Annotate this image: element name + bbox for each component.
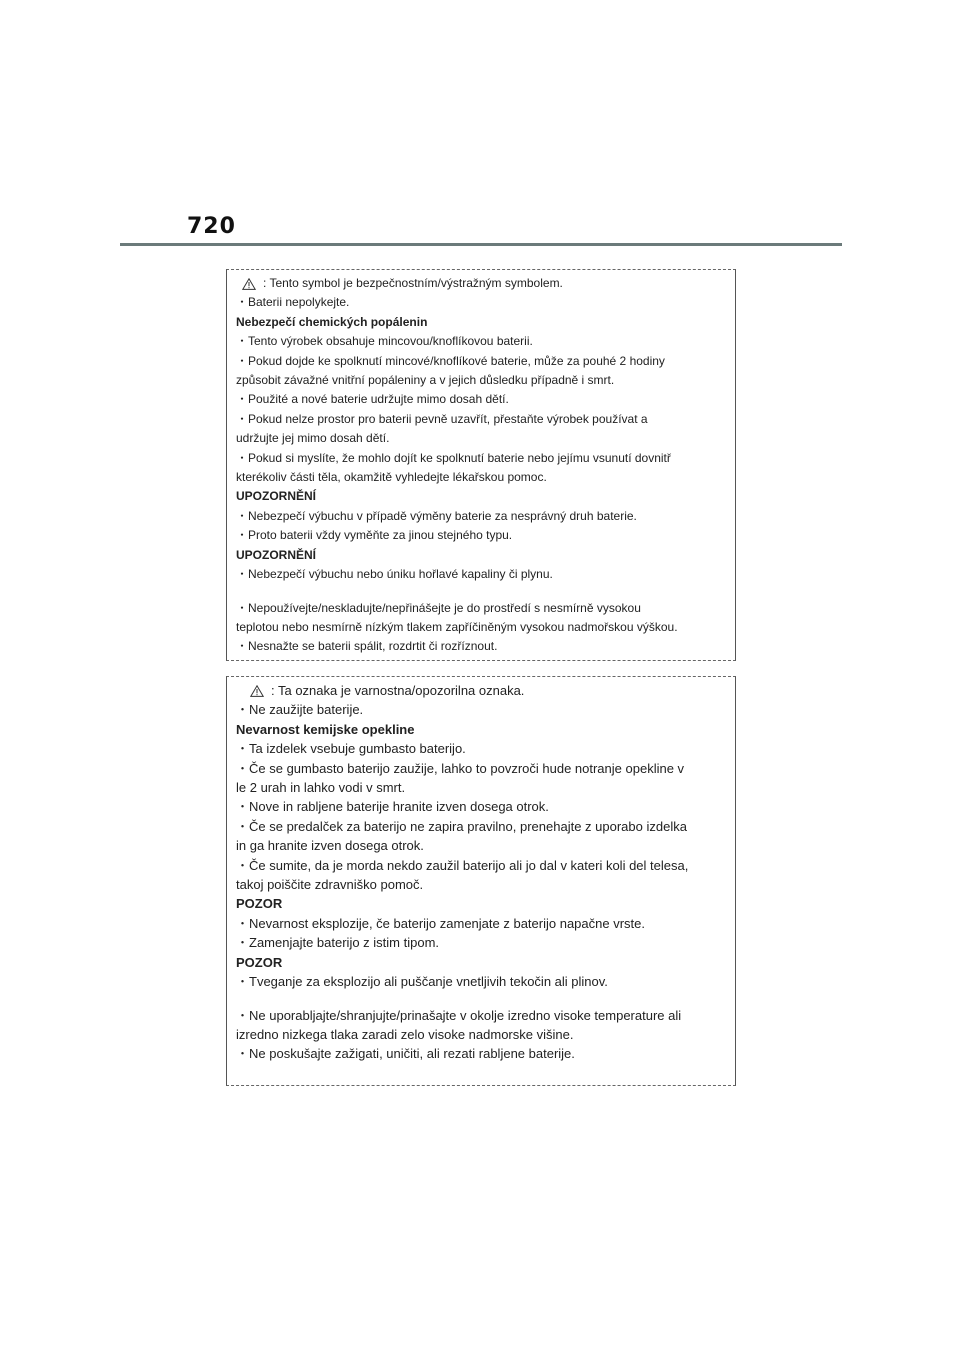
czech-symbol-note: : Tento symbol je bezpečnostním/výstražným symbolem. — [263, 276, 563, 290]
slovene-line: izredno nizkega tlaka zaradi zelo visoke nadmorske višine. — [236, 1026, 574, 1042]
slovene-line: ・Tveganje za eksplozijo ali puščanje vnetljivih tekočin ali plinov. — [236, 974, 608, 990]
slovene-line: le 2 urah in lahko vodi v smrt. — [236, 780, 406, 796]
czech-line: ・Pokud dojde ke spolknutí mincové/knoflíkové baterie, může za pouhé 2 hodiny — [236, 353, 665, 368]
slovene-symbol-line — [236, 681, 735, 700]
czech-symbol-line — [236, 274, 735, 293]
czech-line: ・Proto baterii vždy vyměňte za jinou stejného typu. — [236, 528, 513, 543]
czech-line: ・Pokud nelze prostor pro baterii pevně uzavřít, přestaňte výrobek používat a — [236, 411, 648, 426]
slovene-warning-panel — [226, 676, 736, 1086]
slovene-line: ・Če sumite, da je morda nekdo zaužil baterijo ali jo dal v kateri koli del telesa, — [236, 857, 689, 873]
slovene-line: ・Ne uporabljajte/shranjujte/prinašajte v okolje izredno visoke temperature ali — [236, 1007, 682, 1023]
czech-line: ・Nebezpečí výbuchu nebo úniku hořlavé kapaliny či plynu. — [236, 567, 553, 582]
czech-line: ・Nesnažte se baterii spálit, rozdrtit či rozříznout. — [236, 639, 498, 654]
slovene-symbol-note: : Ta oznaka je varnostna/opozorilna oznaka. — [271, 683, 525, 698]
czech-line: udržujte jej mimo dosah dětí. — [236, 431, 390, 446]
slovene-heading: Nevarnost kemijske opekline — [236, 721, 415, 737]
czech-line: ・Baterii nepolykejte. — [236, 295, 350, 310]
slovene-line: takoj poiščite zdravniško pomoč. — [236, 877, 424, 893]
slovene-line: in ga hranite izven dosega otrok. — [236, 838, 424, 854]
czech-warning-panel — [226, 269, 736, 661]
slovene-line: ・Nove in rabljene baterije hranite izven dosega otrok. — [236, 799, 549, 815]
czech-line: způsobit závažné vnitřní popáleniny a v jejich důsledku případně i smrt. — [236, 373, 615, 388]
czech-heading: UPOZORNĚNÍ — [236, 489, 317, 504]
czech-line: ・Nebezpečí výbuchu v případě výměny baterie za nesprávný druh baterie. — [236, 508, 637, 523]
header-divider — [120, 243, 842, 246]
slovene-line: ・Če se gumbasto baterijo zaužije, lahko to povzroči hude notranje opekline v — [236, 760, 685, 776]
slovene-line: ・Nevarnost eksplozije, če baterijo zamenjate z baterijo napačne vrste. — [236, 915, 645, 931]
slovene-heading: POZOR — [236, 896, 283, 912]
slovene-line: ・Zamenjajte baterijo z istim tipom. — [236, 935, 440, 951]
czech-line: ・Použité a nové baterie udržujte mimo dosah dětí. — [236, 392, 509, 407]
spacer — [236, 992, 735, 1006]
czech-line: ・Tento výrobek obsahuje mincovou/knoflíkovou baterii. — [236, 334, 533, 349]
warning-triangle-icon — [250, 685, 264, 697]
slovene-heading: POZOR — [236, 954, 283, 970]
czech-line: ・Nepoužívejte/neskladujte/nepřinášejte je do prostředí s nesmírně vysokou — [236, 600, 641, 615]
czech-line: kterékoliv části těla, okamžitě vyhledejte lékařskou pomoc. — [236, 470, 547, 485]
warning-triangle-icon — [242, 278, 256, 290]
czech-heading: Nebezpečí chemických popálenin — [236, 314, 428, 329]
czech-line: teplotou nebo nesmírně nízkým tlakem zapříčiněným vysokou nadmořskou výškou. — [236, 619, 678, 634]
czech-line: ・Pokud si myslíte, že mohlo dojít ke spolknutí baterie nebo jejímu vsunutí dovnitř — [236, 450, 671, 465]
slovene-line: ・Če se predalček za baterijo ne zapira pravilno, prenehajte z uporabo izdelka — [236, 818, 687, 834]
spacer — [236, 585, 735, 599]
slovene-line: ・Ta izdelek vsebuje gumbasto baterijo. — [236, 741, 466, 757]
czech-heading: UPOZORNĚNÍ — [236, 547, 317, 562]
slovene-line: ・Ne zaužijte baterije. — [236, 702, 364, 718]
page-number: 720 — [187, 214, 236, 239]
slovene-line: ・Ne poskušajte zažigati, uničiti, ali rezati rabljene baterije. — [236, 1046, 575, 1062]
